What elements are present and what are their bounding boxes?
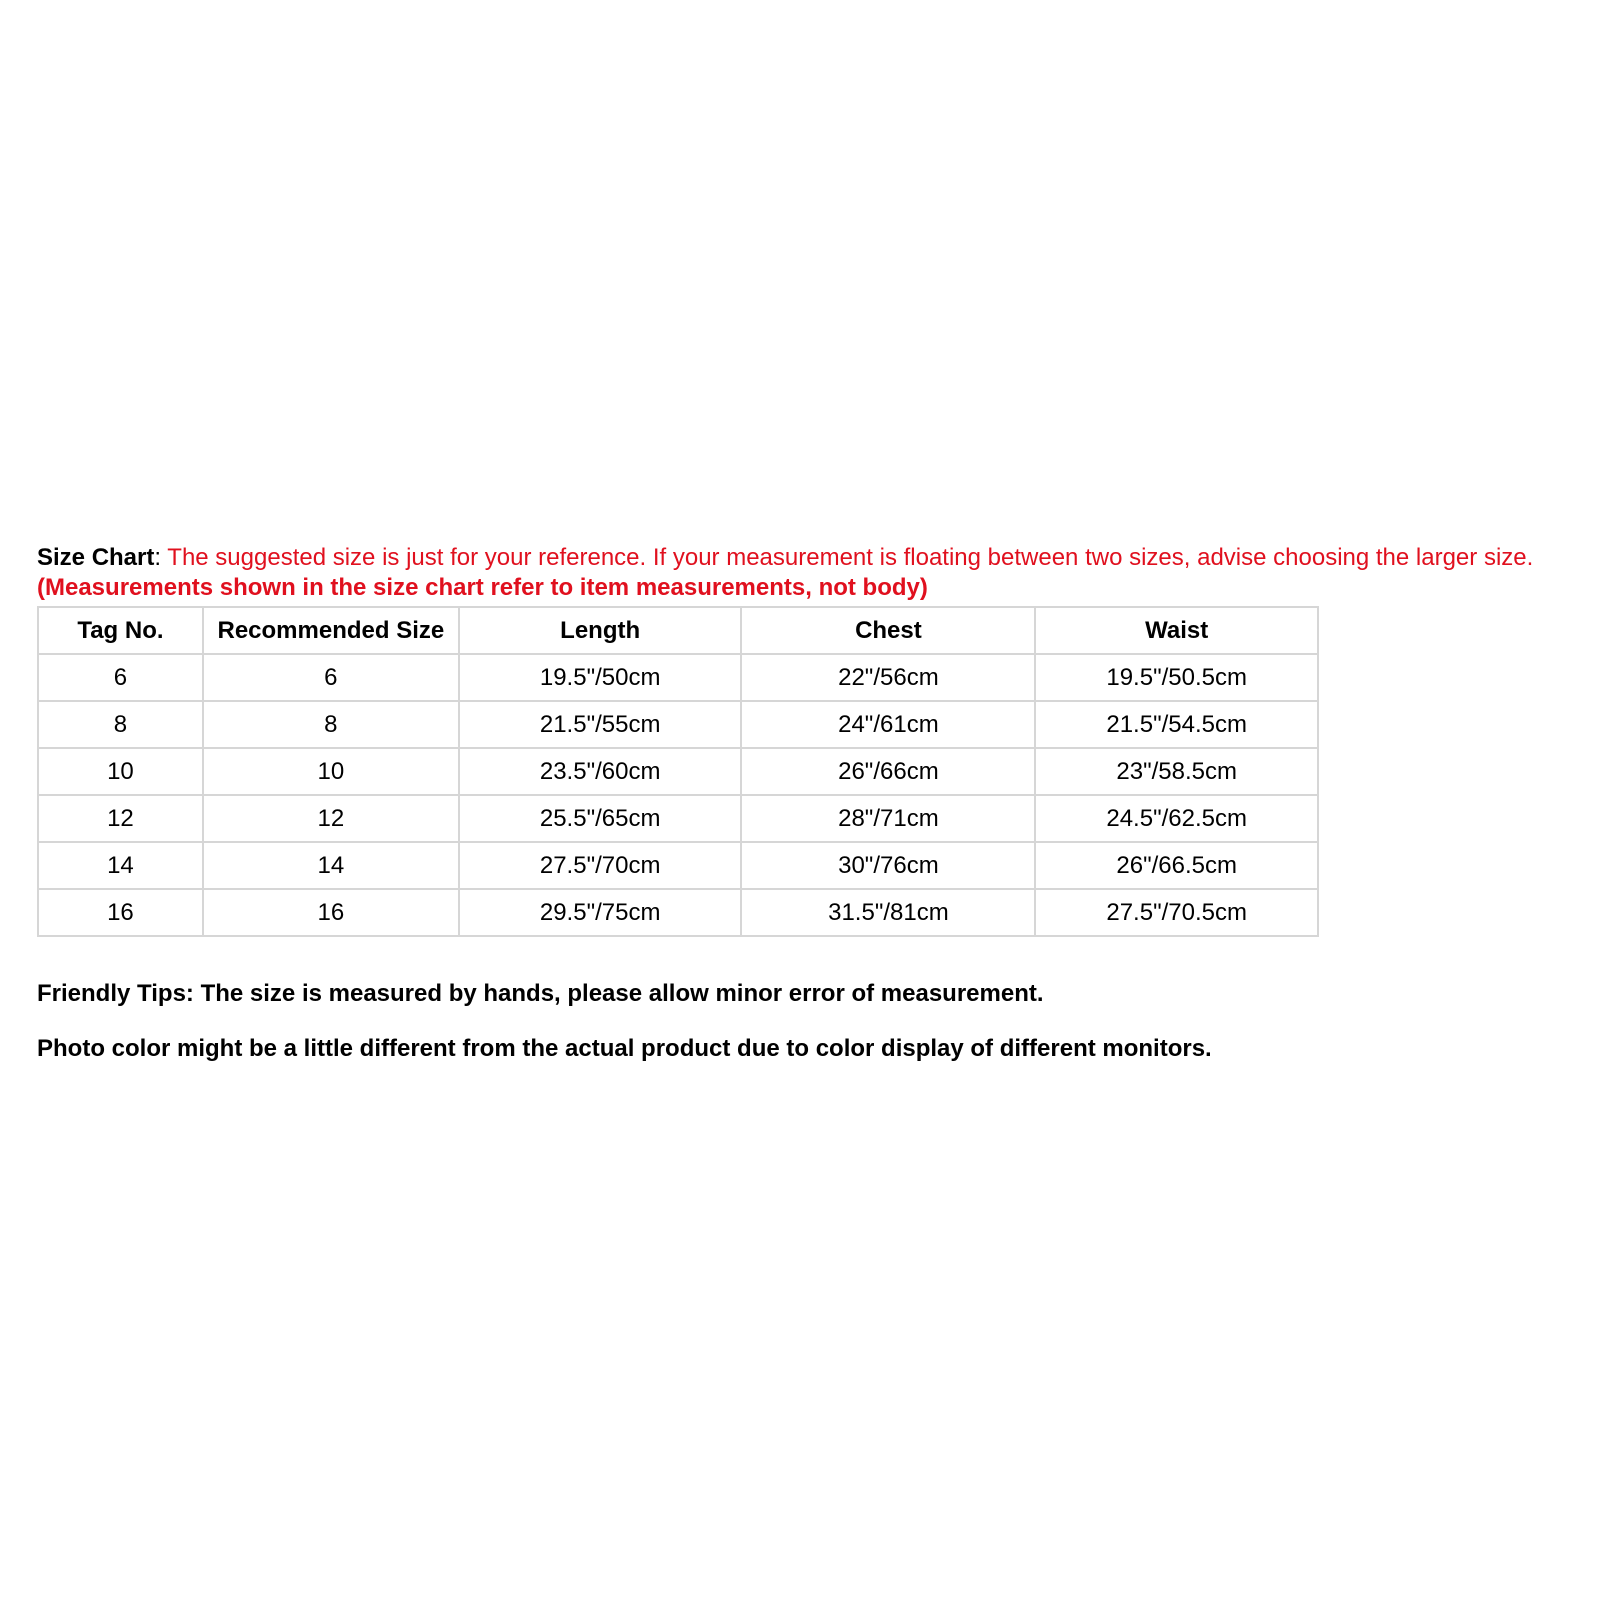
size-chart-colon: : bbox=[154, 544, 168, 571]
cell-length: 23.5"/60cm bbox=[459, 748, 742, 795]
table-header-row bbox=[38, 607, 1318, 654]
table-row bbox=[38, 748, 1318, 795]
cell-recommended-size: 12 bbox=[203, 795, 459, 842]
header-length: Length bbox=[459, 607, 742, 654]
header-chest: Chest bbox=[741, 607, 1035, 654]
cell-length: 21.5"/55cm bbox=[459, 701, 742, 748]
cell-waist: 24.5"/62.5cm bbox=[1035, 795, 1318, 842]
size-chart-intro bbox=[37, 543, 1577, 603]
cell-waist: 21.5"/54.5cm bbox=[1035, 701, 1318, 748]
cell-waist: 23"/58.5cm bbox=[1035, 748, 1318, 795]
cell-waist: 27.5"/70.5cm bbox=[1035, 889, 1318, 936]
size-chart-measurement-note: (Measurements shown in the size chart refer to item measurements, not body) bbox=[37, 574, 928, 601]
cell-waist: 19.5"/50.5cm bbox=[1035, 654, 1318, 701]
cell-tag-no: 6 bbox=[38, 654, 203, 701]
table-row bbox=[38, 654, 1318, 701]
header-recommended-size: Recommended Size bbox=[203, 607, 459, 654]
cell-tag-no: 8 bbox=[38, 701, 203, 748]
table-row bbox=[38, 842, 1318, 889]
cell-tag-no: 12 bbox=[38, 795, 203, 842]
table-row bbox=[38, 889, 1318, 936]
cell-chest: 22"/56cm bbox=[741, 654, 1035, 701]
cell-chest: 24"/61cm bbox=[741, 701, 1035, 748]
header-tag-no: Tag No. bbox=[38, 607, 203, 654]
size-chart-section bbox=[37, 543, 1577, 1089]
cell-recommended-size: 16 bbox=[203, 889, 459, 936]
table-row bbox=[38, 795, 1318, 842]
tips-section bbox=[37, 979, 1577, 1064]
friendly-tips: Friendly Tips: The size is measured by hands, please allow minor error of measurement. bbox=[37, 980, 1044, 1007]
cell-length: 19.5"/50cm bbox=[459, 654, 742, 701]
photo-color-note: Photo color might be a little different from the actual product due to color display of different monitors. bbox=[37, 1035, 1212, 1062]
cell-recommended-size: 8 bbox=[203, 701, 459, 748]
cell-recommended-size: 6 bbox=[203, 654, 459, 701]
table-row bbox=[38, 701, 1318, 748]
cell-chest: 28"/71cm bbox=[741, 795, 1035, 842]
header-waist: Waist bbox=[1035, 607, 1318, 654]
cell-tag-no: 16 bbox=[38, 889, 203, 936]
cell-length: 27.5"/70cm bbox=[459, 842, 742, 889]
size-table bbox=[37, 606, 1319, 937]
cell-length: 29.5"/75cm bbox=[459, 889, 742, 936]
cell-chest: 30"/76cm bbox=[741, 842, 1035, 889]
cell-recommended-size: 14 bbox=[203, 842, 459, 889]
cell-tag-no: 10 bbox=[38, 748, 203, 795]
cell-chest: 26"/66cm bbox=[741, 748, 1035, 795]
cell-length: 25.5"/65cm bbox=[459, 795, 742, 842]
cell-tag-no: 14 bbox=[38, 842, 203, 889]
cell-recommended-size: 10 bbox=[203, 748, 459, 795]
cell-waist: 26"/66.5cm bbox=[1035, 842, 1318, 889]
size-chart-label: Size Chart bbox=[37, 544, 155, 571]
cell-chest: 31.5"/81cm bbox=[741, 889, 1035, 936]
size-chart-note: The suggested size is just for your reference. If your measurement is floating between two sizes, advise choosing the larger size. bbox=[167, 544, 1534, 571]
